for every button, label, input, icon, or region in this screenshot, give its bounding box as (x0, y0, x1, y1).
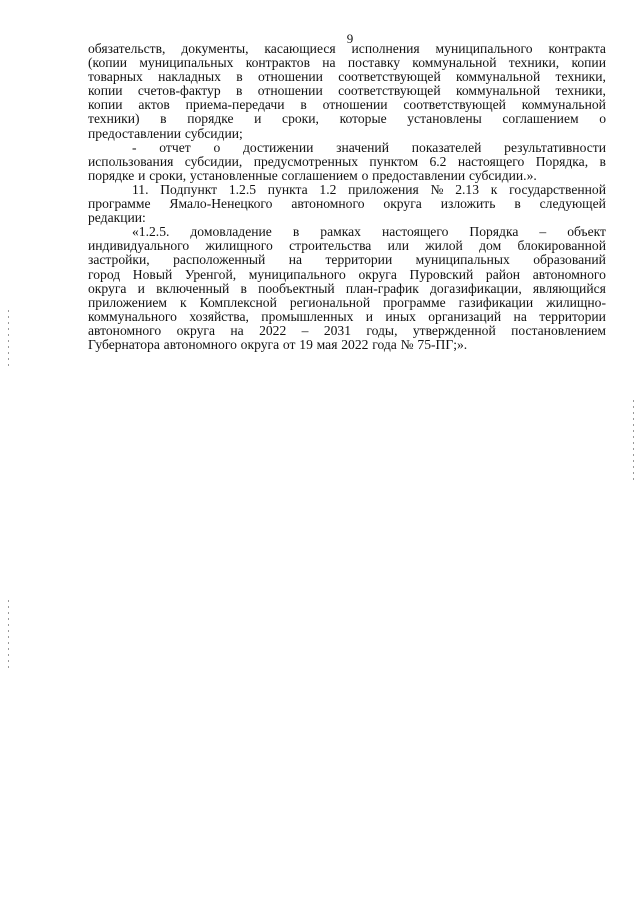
paragraph (88, 141, 606, 183)
text-line: застройки, расположенный на территории муниципальных образований (88, 252, 606, 268)
text-line: (копии муниципальных контрактов на поставку коммунальной техники, копии (88, 55, 606, 71)
paragraph (88, 225, 606, 352)
text-line: предоставлении субсидии; (88, 125, 243, 141)
text-line: приложением к Комплексной региональной программе газификации жилищно- (88, 294, 606, 310)
text-line: индивидуального жилищного строительства или жилой дом блокированной (88, 238, 606, 254)
text-line: техники) в порядке и сроки, которые установлены соглашением о (88, 111, 606, 127)
document-body (88, 42, 606, 352)
text-line: автономного округа на 2022 – 2031 годы, утвержденной постановлением (88, 322, 606, 338)
text-line: копии актов приема-передачи в отношении соответствующей коммунальной (88, 97, 606, 113)
text-line: обязательств, документы, касающиеся исполнения муниципального контракта (88, 41, 606, 56)
text-line: порядке и сроки, установленные соглашением о предоставлении субсидии.». (88, 167, 537, 183)
page-number: 9 (346, 31, 354, 46)
text-line: Губернатора автономного округа от 19 мая 2022 года № 75-ПГ;». (88, 336, 468, 352)
text-line: товарных накладных в отношении соответствующей коммунальной техники, (88, 69, 606, 85)
text-line: копии счетов-фактур в отношении соответствующей коммунальной техники, (88, 83, 606, 99)
scan-edge-mark (8, 600, 9, 670)
scan-edge-mark (633, 400, 634, 480)
text-line: редакции: (88, 210, 146, 226)
paragraph (88, 42, 606, 141)
text-line: использования субсидии, предусмотренных пунктом 6.2 настоящего Порядка, в (88, 153, 606, 169)
text-line: «1.2.5. домовладение в рамках настоящего Порядка – объект (132, 224, 606, 240)
text-line: коммунального хозяйства, промышленных и иных организаций на территории (88, 308, 606, 324)
paragraph (88, 183, 606, 225)
scan-edge-mark (8, 310, 9, 370)
text-line: - отчет о достижении значений показателей результативности (132, 139, 606, 155)
text-line: программе Ямало-Ненецкого автономного округа изложить в следующей (88, 196, 606, 212)
text-line: город Новый Уренгой, муниципального округа Пуровский район автономного (88, 266, 606, 282)
text-line: округа и включенный в пообъектный план-график догазификации, являющийся (88, 280, 606, 296)
text-line: 11. Подпункт 1.2.5 пункта 1.2 приложения № 2.13 к государственной (132, 181, 606, 197)
